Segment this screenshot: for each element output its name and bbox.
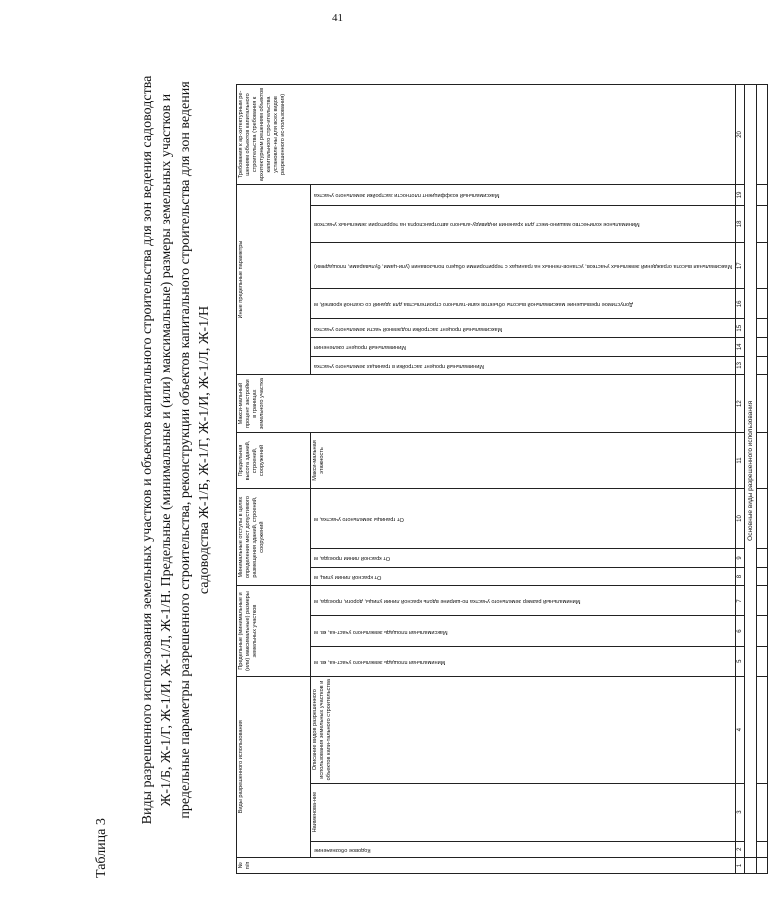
table-row — [757, 85, 768, 874]
column-number: 11 — [736, 433, 745, 489]
column-number: 14 — [736, 338, 745, 357]
column-number: 9 — [736, 549, 745, 568]
section-main-uses: Основные виды разрешенного использования — [745, 85, 757, 858]
header-max-underground: Максимальный процент застройки подземной части земельного участка — [311, 319, 736, 338]
column-number: 7 — [736, 586, 745, 616]
header-max-density: Максимальный коэффициент плотности застройки земельного участка — [311, 184, 736, 205]
column-number: 1 — [736, 857, 745, 873]
column-number: 10 — [736, 488, 745, 548]
column-number: 6 — [736, 616, 745, 646]
column-number: 8 — [736, 567, 745, 586]
header-other-params: Иные предельные параметры — [237, 184, 311, 374]
header-setback-boundary: От границы земельного участка, м — [311, 488, 736, 548]
column-number: 5 — [736, 646, 745, 676]
column-number: 12 — [736, 375, 745, 433]
header-max-coverage: Макси-мальный процент застройки в границах земельного участка — [237, 375, 736, 433]
column-number: 18 — [736, 205, 745, 242]
header-max-fence-height: Максимальная высота ограждений земельных участков, установ-ленных на границах с территориями общего пользования (ули-цами, бульварами, площадями) — [311, 242, 736, 288]
header-plot-sizes: Предельные (минимальные и (или) максимальные) размеры земельных участков — [237, 586, 311, 676]
table-label: Таблица 3 — [94, 818, 109, 878]
header-arch-requirements: Требования к ар-хитектурным ре-шениям объектов капитального строительства (требования к архитектурным решениям объектов капитального стро-ительства установле-ны для всех видов разрешенного ис-пользования) — [237, 85, 736, 185]
header-max-floors: Макси-мальная этажность — [311, 433, 736, 489]
header-use-types: Виды разрешенного использования — [237, 676, 311, 857]
column-number: 2 — [736, 841, 745, 857]
header-description: Описание видов разрешенного использования земельных участков и объектов капи-тального строительства — [311, 676, 736, 783]
header-setback-passage: От красной линии проезда, м — [311, 549, 736, 568]
header-setback-street: От красной линии улиц, м — [311, 567, 736, 586]
column-number: 15 — [736, 319, 745, 338]
header-max-area: Максимальная площадь земельного участ-ка, кв. м — [311, 616, 736, 646]
header-max-height-group: Предельная высота зданий, строений, сооружений — [237, 433, 311, 489]
rotated-page-content — [8, 40, 755, 880]
column-number: 4 — [736, 676, 745, 783]
header-min-coverage: Минимальный процент застройки в границах земельного участка — [311, 356, 736, 375]
header-code: Кодовое обозначение — [311, 841, 736, 857]
header-min-landscaping: Минимальный процент озеленения — [311, 338, 736, 357]
header-min-area: Минимальная площадь земельного участ-ка, кв. м — [311, 646, 736, 676]
header-num: № п/п — [237, 857, 736, 873]
column-number-row — [736, 85, 745, 874]
column-number: 16 — [736, 289, 745, 319]
column-number: 19 — [736, 184, 745, 205]
header-min-frontage: Минимальный размер земельного участка по-ширине вдоль красной линии улицы, дороги, проезда, м — [311, 586, 736, 616]
page-number: 41 — [332, 12, 343, 24]
column-number: 13 — [736, 356, 745, 375]
table-title: Виды разрешенного использования земельных участков и объектов капитального строительства для зон ведения садоводства Ж-1/Б, Ж-1/Г, Ж-1/И, Ж-1/Л, Ж-1/Н. Предельные (минимальные и (или) максимальные) размеры земельных участков и предельные параметры разрешенного строительства, реконструкции объектов капитального строительства для зон ведения садоводства Ж-1/Б, Ж-1/Г, Ж-1/И, Ж-1/Л, Ж-1/Н — [140, 75, 212, 825]
header-min-parking: Минимальное количество машино-мест для хранения индивиду-ального автотранспорта на территории земельных участков — [311, 205, 736, 242]
section-row-num — [745, 857, 757, 873]
column-number: 20 — [736, 85, 745, 185]
header-min-setbacks: Минимальные отступы в целях определения мест допустимого размещения зданий, строений, сооружений — [237, 488, 311, 585]
column-number: 17 — [736, 242, 745, 288]
header-allowed-excess: Допустимое превышение максимальной высоты объектов капи-тального строительства для зданий со скатной кровлей, м — [311, 289, 736, 319]
regulations-table — [236, 84, 768, 874]
column-number: 3 — [736, 783, 745, 841]
header-name: Наименова-ние — [311, 783, 736, 841]
